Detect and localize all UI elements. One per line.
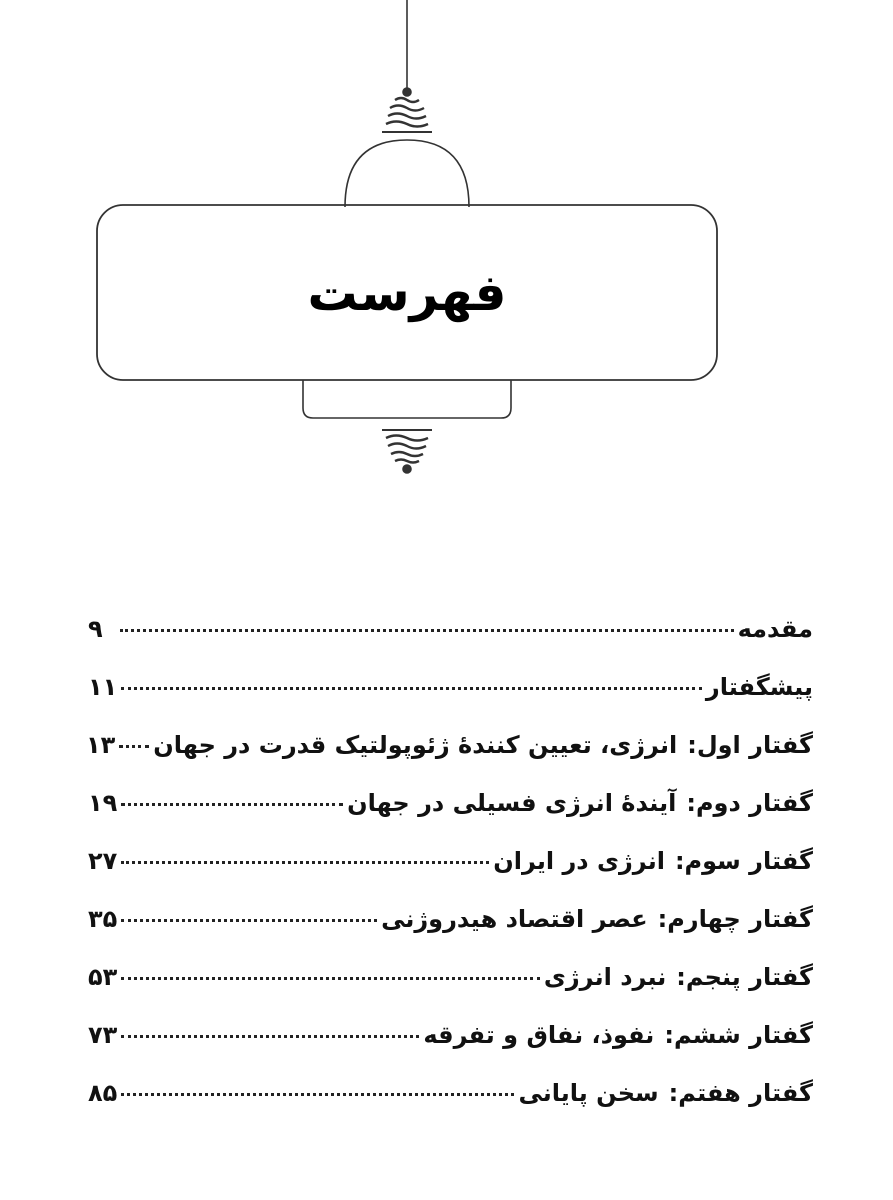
toc-chapter-separator: : <box>664 1021 674 1049</box>
toc-entry-title: مقدمه <box>737 615 813 643</box>
toc-page-number: ۹ <box>88 615 103 643</box>
toc-page-number: ۱۹ <box>88 789 118 817</box>
toc-entry-title: عصر اقتصاد هیدروژنی <box>381 905 648 933</box>
toc-dot-leader <box>121 861 489 864</box>
toc-chapter-label: گفتار چهارم <box>667 905 813 933</box>
toc-dot-leader <box>121 1093 514 1096</box>
toc-entry-title: انرژی در ایران <box>493 847 665 875</box>
toc-chapter-label: گفتار پنجم <box>685 963 813 991</box>
bottom-bead <box>403 465 411 473</box>
toc-chapter-label: گفتار دوم <box>695 789 813 817</box>
toc-page-number: ۱۱ <box>88 673 118 701</box>
toc-dot-leader <box>120 629 734 632</box>
toc-chapter-separator: : <box>676 963 686 991</box>
toc-page-number: ۱۳ <box>85 731 116 759</box>
toc-entry-title: نبرد انرژی <box>543 963 667 991</box>
toc-chapter-separator: : <box>657 905 668 933</box>
toc-page-number: ۳۵ <box>88 905 118 933</box>
toc-entry-title: آیندهٔ انرژی فسیلی در جهان <box>347 789 677 817</box>
toc-chapter-label: گفتار هفتم <box>678 1079 813 1107</box>
toc-entry <box>88 673 813 731</box>
bottom-wave-icon <box>386 436 428 463</box>
toc-dot-leader <box>121 687 702 690</box>
dome <box>345 140 469 207</box>
toc-entry-title: سخن پایانی <box>518 1079 659 1107</box>
toc-chapter-separator: : <box>687 731 697 759</box>
top-wave-icon <box>386 98 428 127</box>
toc-chapter-separator: : <box>668 1079 679 1107</box>
table-of-contents <box>85 615 813 1137</box>
toc-entry <box>88 905 813 963</box>
toc-page-number: ۸۵ <box>88 1079 118 1107</box>
toc-entry <box>88 1079 813 1137</box>
toc-chapter-label: گفتار ششم <box>673 1021 813 1049</box>
toc-dot-leader <box>121 977 540 980</box>
toc-entry <box>88 1021 813 1079</box>
toc-page-number: ۷۳ <box>88 1021 118 1049</box>
page-title: فهرست <box>307 263 507 322</box>
top-bead <box>403 88 411 96</box>
toc-chapter-label: گفتار اول <box>696 731 813 759</box>
toc-entry <box>88 789 813 847</box>
toc-entry <box>88 847 813 905</box>
toc-chapter-separator: : <box>674 847 685 875</box>
toc-entry <box>88 615 813 673</box>
toc-dot-leader <box>121 919 377 922</box>
lower-tab <box>303 380 511 418</box>
toc-page-number: ۲۷ <box>88 847 118 875</box>
toc-dot-leader <box>119 745 149 748</box>
toc-entry-title: انرژی، تعیین کنندهٔ ژئوپولتیک قدرت در جهان <box>153 731 678 759</box>
toc-dot-leader <box>121 1035 419 1038</box>
toc-dot-leader <box>121 803 343 806</box>
toc-chapter-label: گفتار سوم <box>684 847 813 875</box>
toc-chapter-separator: : <box>686 789 696 817</box>
toc-entry <box>88 963 813 1021</box>
toc-entry-title: پیشگفتار <box>705 673 813 701</box>
toc-entry-title: نفوذ، نفاق و تفرقه <box>423 1021 655 1049</box>
toc-page-number: ۵۳ <box>88 963 118 991</box>
toc-entry <box>85 731 813 789</box>
